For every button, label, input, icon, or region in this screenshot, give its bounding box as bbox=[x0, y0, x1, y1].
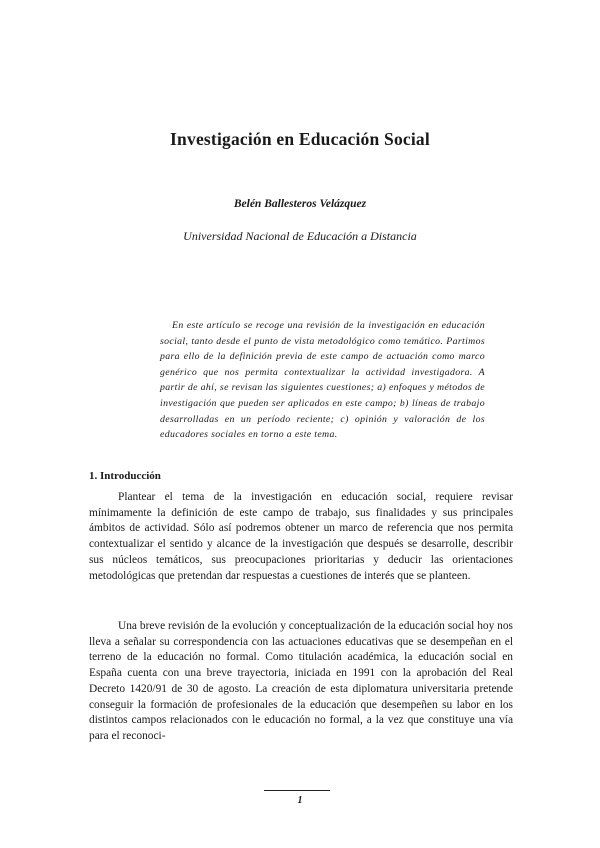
author-affiliation: Universidad Nacional de Educación a Distancia bbox=[183, 229, 417, 243]
page-number: 1 bbox=[297, 795, 303, 806]
section-heading: 1. Introducción bbox=[89, 470, 161, 482]
body-paragraph-1: Plantear el tema de la investigación en educación social, requiere revisar mínimamente la definición de este campo de trabajo, sus finalidades y sus principales ámbitos de actividad. Sólo así podremos obtener un marco de referencia que nos permita contextualizar el sentido y alcance de la investigación que después se desarrolle, describir sus núcleos temáticos, sus preocupaciones prioritarias y deducir las orientaciones metodológicas que pretendan dar respuestas a cuestiones de interés que se planteen. bbox=[89, 491, 513, 582]
article-author: Belén Ballesteros Velázquez bbox=[233, 198, 367, 210]
body-paragraph-2: Una breve revisión de la evolución y conceptualización de la educación social hoy nos lleva a señalar su correspondencia con las actuaciones educativas que se desempeñan en el terreno de la educación no formal. Como titulación académica, la educación social en España cuenta con una breve trayectoria, iniciada en 1991 con la aprobación del Real Decreto 1420/91 de 30 de agosto. La creación de esta diplomatura universitaria pretende conseguir la formación de profesionales de la educación que desempeñen su labor en los distintos campos relacionados con le educación no formal, a la vez que constituye una vía para el reconoci- bbox=[89, 620, 513, 742]
article-title: Investigación en Educación Social bbox=[170, 129, 430, 149]
footer-rule bbox=[264, 790, 330, 791]
article-abstract: En este artículo se recoge una revisión de la investigación en educación social, tanto desde el punto de vista metodológico como temático. Partimos para ello de la definición previa de este campo de actuación como marco genérico que nos permita contextualizar la actividad investigadora. A partir de ahí, se revisan las siguientes cuestiones; a) enfoques y métodos de investigación que pueden ser aplicados en este campo; b) líneas de trabajo desarrolladas en un período reciente; c) opinión y valoración de los educadores sociales en torno a este tema. bbox=[160, 320, 485, 441]
